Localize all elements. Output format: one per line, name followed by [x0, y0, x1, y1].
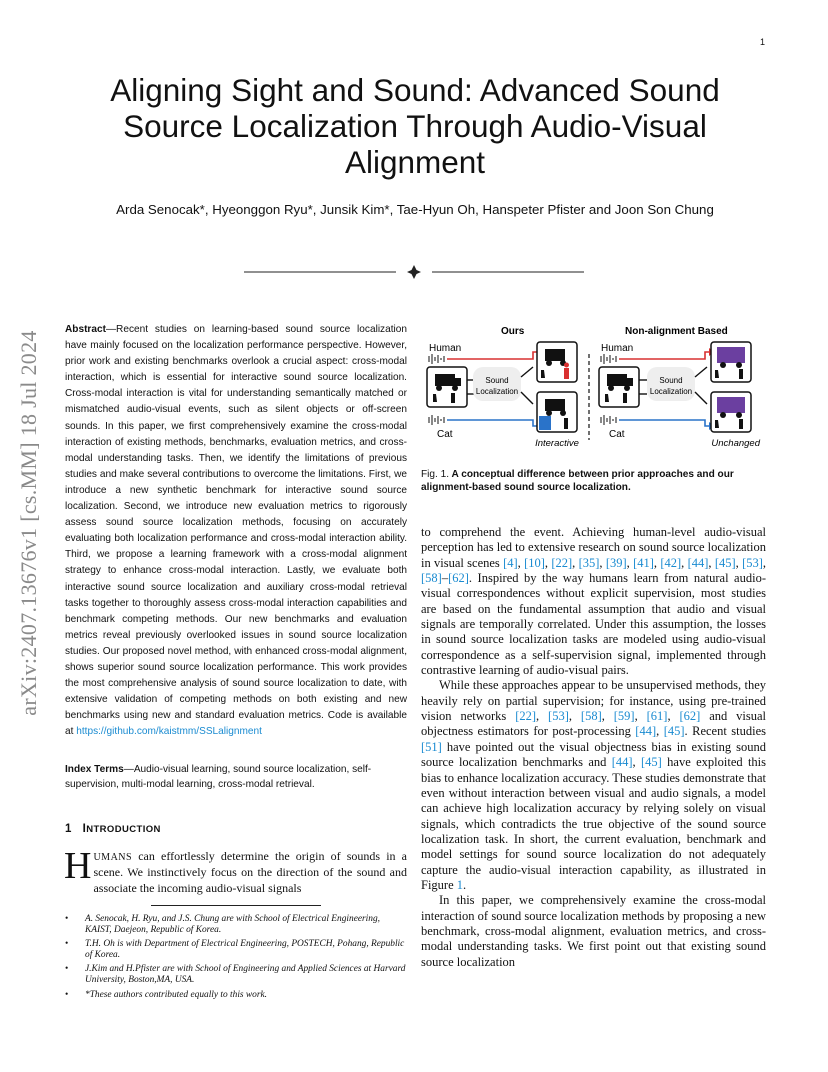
- abstract: [65, 322, 407, 740]
- fig-box-line1: Sound: [485, 376, 509, 385]
- input-scene-image: [427, 367, 467, 407]
- human-waveform-icon-right: [601, 354, 616, 364]
- figure-1: [421, 322, 766, 456]
- fig-human-label: Human: [429, 343, 462, 354]
- output-image-cat-right: [711, 392, 751, 432]
- index-terms: [65, 762, 407, 792]
- section-heading: [65, 823, 161, 835]
- figure-caption-label: Fig. 1.: [421, 469, 450, 480]
- paragraph-2: While these approaches appear to be unsupervised methods, they heavily rely on partial supervision; for instance, using pre-trained vision networks [22], [53], [58], [59], [61], [62] and visual objectness estimators for post-processing [44], [45]. Recent studies [51] have pointed out the visual objectness bias in existing sound source localization benchmarks and [44], [45] have exploited this bias to enhance localization accuracy. These studies demonstrate that even without interaction between visual and audio signals, a model can achieve high localization accuracy by relying solely on visual signals, which contradicts the true objective of the sound source localization task. In short, the current evaluation, benchmark and model settings for sound source localization do not adequately capture the audio-visual interaction capability, as illustrated in Figure 1.: [421, 678, 767, 892]
- footnote-rule: [151, 905, 321, 906]
- fig-right-title: Non-alignment Based: [625, 326, 728, 337]
- figure-caption: [421, 469, 766, 494]
- figure-caption-text: A conceptual difference between prior approaches and our alignment-based sound source localization.: [421, 469, 734, 493]
- fig-box-line2-right: Localization: [649, 387, 693, 396]
- human-waveform-icon: [429, 354, 444, 364]
- output-image-human-right: [711, 342, 751, 382]
- fig-left-result: Interactive: [535, 438, 579, 449]
- section-number: 1: [65, 823, 72, 835]
- index-terms-label: Index Terms: [65, 764, 124, 775]
- intro-text: can effortlessly determine the origin of sounds in a scene. We instinctively focus on the direction of the sound and associate the incoming audio-visual signals: [93, 849, 407, 895]
- fig-box-line2: Localization: [475, 387, 519, 396]
- footnote-item: • A. Senocak, H. Ryu, and J.S. Chung are with School of Electrical Engineering, KAIST, Daejeon, Republic of Korea.: [65, 914, 407, 936]
- footnotes: [65, 914, 407, 1004]
- output-image-human: [537, 342, 577, 382]
- code-link[interactable]: https://github.com/kaistmm/SSLalignment: [76, 726, 262, 738]
- cat-waveform-icon-right: [601, 415, 616, 425]
- index-terms-text: —Audio-visual learning, sound source localization, self-supervision, multi-modal learning, cross-modal retrieval.: [65, 764, 372, 790]
- input-scene-image-right: [599, 367, 639, 407]
- fig-left-title: Ours: [501, 326, 525, 337]
- cat-waveform-icon: [429, 415, 444, 425]
- abstract-label: Abstract: [65, 324, 106, 335]
- arxiv-stamp: arXiv:2407.13676v1 [cs.MM] 18 Jul 2024: [16, 330, 41, 716]
- paragraph-1: to comprehend the event. Achieving human-level audio-visual perception has led to extensive research on sound source localization in visual scenes [4], [10], [22], [35], [39], [41], [42], [44], [45], [53], [58]–[62]. Inspired by the way humans learn from natural audio-visual correspondences without explicit supervision, most studies are based on the fundamental assumption that audio and visual signals are temporally correlated. Under this assumption, the losses in sound source localization tasks are modeled using audio-visual correspondence as a self-supervision signal, implemented through contrastive learning of audio-visual pairs.: [421, 525, 767, 678]
- footnote-item: • J.Kim and H.Pfister are with School of Engineering and Applied Sciences at Harvard University, Boston,MA, USA.: [65, 964, 407, 986]
- section-title-rest: NTRODUCTION: [86, 824, 161, 835]
- fig-cat-label-right: Cat: [609, 429, 625, 440]
- drop-cap: H: [64, 845, 92, 887]
- cat-arrow: [447, 420, 537, 426]
- footnote-item: • T.H. Oh is with Department of Electrical Engineering, POSTECH, Pohang, Republic of Korea.: [65, 939, 407, 961]
- output-image-cat: [537, 392, 577, 432]
- paragraph-3: In this paper, we comprehensively examine the cross-modal interaction of sound source localization methods by proposing a new benchmark, cross-modal alignment, evaluation metrics, and cross-modal understanding tasks. We first point out that existing sound source localization: [421, 893, 766, 969]
- fig-box-line1-right: Sound: [659, 376, 683, 385]
- right-column-text: [421, 525, 766, 970]
- footnote-item: • *These authors contributed equally to this work.: [65, 990, 407, 1001]
- fig-right-result: Unchanged: [711, 438, 760, 449]
- fig-human-label-right: Human: [601, 343, 634, 354]
- section-first-letter: I: [82, 823, 87, 835]
- author-list: Arda Senocak*, Hyeonggon Ryu*, Junsik Kim*, Tae-Hyun Oh, Hanspeter Pfister and Joon Son Chung: [116, 202, 714, 217]
- title-separator-ornament: [244, 262, 584, 282]
- paper-title: Aligning Sight and Sound: Advanced Sound Source Localization Through Audio-Visual Alignment: [110, 72, 720, 180]
- fig-cat-label: Cat: [437, 429, 453, 440]
- intro-paragraph: [64, 845, 407, 896]
- intro-lead-word: UMANS: [93, 852, 133, 863]
- abstract-text: —Recent studies on learning-based sound source localization have mainly focused on the localization performance perspective. However, prior work and existing benchmarks overlook a crucial aspect: cross-modal interaction, which is essential for interactive sound source localization. Cross-modal interaction is vital for understanding semantically matched or mismatched audio-visual events, such as silent objects or off-screen sounds. In this paper, we first comprehensively examine the cross-modal interaction of existing methods, benchmarks, evaluation metrics, and cross-modal understanding tasks. Then, we identify the limitations of previous studies and make several contributions to overcome the limitations. First, we introduce a new synthetic benchmark for interactive sound source localization. Second, we introduce new evaluation metrics to rigorously assess sound source localization methods, focusing on accurately evaluating both localization performance and cross-modal interaction ability. Third, we propose a learning framework with a cross-modal alignment strategy to enhance cross-modal interaction. Lastly, we evaluate both interactive sound source localization and auxiliary cross-modal retrieval tasks together to thoroughly assess cross-modal interaction capabilities and benchmark competing methods. Our new benchmarks and evaluation metrics reveal previously overlooked issues in sound source localization studies. Our proposed novel method, with enhanced cross-modal alignment, shows superior sound source localization performance. This work provides the most comprehensive analysis of sound source localization to date, with extensive validation of competing methods on both existing and new benchmarks using new and standard evaluation metrics. Code is available at: [65, 324, 407, 738]
- page-number: 1: [759, 37, 765, 47]
